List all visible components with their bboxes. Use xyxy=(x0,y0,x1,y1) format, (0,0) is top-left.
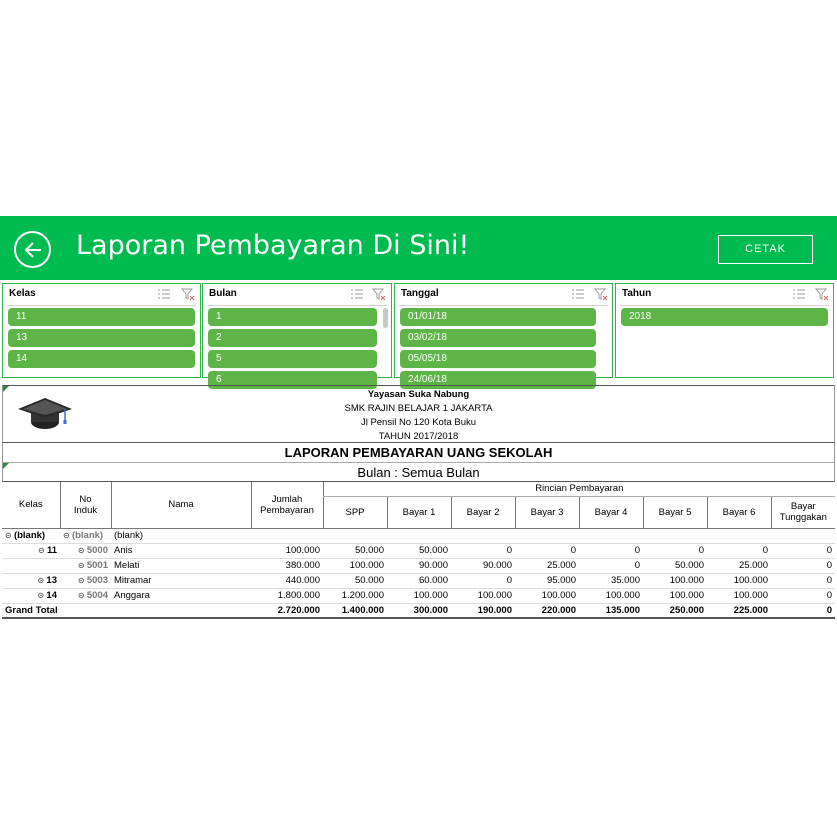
slicer-title: Tanggal xyxy=(401,288,439,299)
col-tunggakan-line2: Tunggakan xyxy=(779,512,827,523)
cell xyxy=(60,603,111,618)
multi-select-icon[interactable] xyxy=(157,288,171,300)
col-no-induk-line2: Induk xyxy=(73,504,98,516)
slicer-tanggal xyxy=(394,283,613,385)
header-bar xyxy=(0,216,837,280)
payment-report xyxy=(2,385,835,619)
cell-b2: 100.000 xyxy=(451,588,515,603)
cell-b6 xyxy=(707,528,771,543)
print-button[interactable]: CETAK xyxy=(718,235,813,264)
cell-b1: 100.000 xyxy=(387,588,451,603)
cell-jumlah: 1.800.000 xyxy=(251,588,323,603)
slicer-item[interactable]: 1 xyxy=(208,308,377,326)
collapse-icon[interactable]: ⊝ xyxy=(37,576,47,585)
cell-b5: 100.000 xyxy=(643,573,707,588)
school-year: TAHUN 2017/2018 xyxy=(378,431,459,442)
clear-filter-icon[interactable] xyxy=(181,288,195,300)
total-bayar1: 300.000 xyxy=(387,603,451,618)
collapse-icon[interactable]: ⊝ xyxy=(37,591,47,600)
col-no-induk-line1: No xyxy=(79,493,92,505)
report-title: LAPORAN PEMBAYARAN UANG SEKOLAH xyxy=(2,442,835,462)
cell-tung: 0 xyxy=(771,588,835,603)
slicer-items xyxy=(8,308,195,375)
cell-b4: 100.000 xyxy=(579,588,643,603)
no-induk-value: 5001 xyxy=(86,560,108,571)
school-address: Jl Pensil No 120 Kota Buku xyxy=(360,417,477,428)
cell-kelas xyxy=(2,543,60,558)
cell xyxy=(111,603,251,618)
cell-spp: 50.000 xyxy=(323,573,387,588)
cell-no-induk xyxy=(60,558,111,573)
pivot-table xyxy=(2,482,835,619)
cell-b1: 90.000 xyxy=(387,558,451,573)
cell-b2: 0 xyxy=(451,543,515,558)
cell-b6: 25.000 xyxy=(707,558,771,573)
cell-b5: 0 xyxy=(643,543,707,558)
collapse-icon[interactable]: ⊝ xyxy=(38,546,47,555)
col-bayar1: Bayar 1 xyxy=(387,496,451,528)
col-bayar4: Bayar 4 xyxy=(579,496,643,528)
cell-nama: Anis xyxy=(111,543,251,558)
slicer-item[interactable]: 13 xyxy=(8,329,195,347)
collapse-icon[interactable]: ⊝ xyxy=(77,546,87,555)
multi-select-icon[interactable] xyxy=(350,288,364,300)
cell-b4 xyxy=(579,528,643,543)
arrow-left-icon xyxy=(23,240,43,260)
slicer-item[interactable]: 5 xyxy=(208,350,377,368)
slicer-item[interactable]: 05/05/18 xyxy=(400,350,596,368)
kelas-value: 13 xyxy=(46,575,57,586)
col-jumlah xyxy=(251,482,323,528)
multi-select-icon[interactable] xyxy=(571,288,585,300)
clear-filter-icon[interactable] xyxy=(372,288,386,300)
slicer-item[interactable]: 01/01/18 xyxy=(400,308,596,326)
cell-b6: 100.000 xyxy=(707,588,771,603)
cell-b6: 100.000 xyxy=(707,573,771,588)
cell-b6: 0 xyxy=(707,543,771,558)
cell-b5: 50.000 xyxy=(643,558,707,573)
slicer-item[interactable]: 03/02/18 xyxy=(400,329,596,347)
col-bayar2: Bayar 2 xyxy=(451,496,515,528)
col-jumlah-line2: Pembayaran xyxy=(260,504,314,516)
cell-nama: Anggara xyxy=(111,588,251,603)
kelas-value: 14 xyxy=(46,590,57,601)
col-tunggakan-line1: Bayar xyxy=(790,501,816,512)
slicer-items xyxy=(208,308,377,385)
cell-b2: 0 xyxy=(451,573,515,588)
cell-b1 xyxy=(387,528,451,543)
org-name: Yayasan Suka Nabung xyxy=(367,389,470,400)
slicer-title: Bulan xyxy=(209,288,237,299)
cell-b1: 60.000 xyxy=(387,573,451,588)
col-spp: SPP xyxy=(323,496,387,528)
slicer-item[interactable]: 11 xyxy=(8,308,195,326)
table-row xyxy=(2,528,835,543)
cell-b3: 100.000 xyxy=(515,588,579,603)
slicer-title: Kelas xyxy=(9,288,36,299)
cell-b3: 95.000 xyxy=(515,573,579,588)
cell-jumlah: 100.000 xyxy=(251,543,323,558)
col-bayar5: Bayar 5 xyxy=(643,496,707,528)
clear-filter-icon[interactable] xyxy=(594,288,608,300)
cell-b5 xyxy=(643,528,707,543)
col-nama: Nama xyxy=(111,482,251,528)
cell-b4: 35.000 xyxy=(579,573,643,588)
cell-b4: 0 xyxy=(579,558,643,573)
col-bayar3: Bayar 3 xyxy=(515,496,579,528)
kelas-value: 11 xyxy=(46,545,57,556)
slicer-items xyxy=(621,308,828,375)
kelas-value: (blank) xyxy=(13,530,46,541)
cell-tung: 0 xyxy=(771,573,835,588)
col-no-induk xyxy=(60,482,111,528)
school-name: SMK RAJIN BELAJAR 1 JAKARTA xyxy=(344,403,493,414)
cell-jumlah xyxy=(251,528,323,543)
multi-select-icon[interactable] xyxy=(792,288,806,300)
total-bayar6: 225.000 xyxy=(707,603,771,618)
total-label: Grand Total xyxy=(2,603,60,618)
cell-b4: 0 xyxy=(579,543,643,558)
cell-kelas xyxy=(2,528,60,543)
collapse-icon[interactable]: ⊝ xyxy=(77,561,87,570)
slicer-item[interactable]: 2 xyxy=(208,329,377,347)
slicer-item[interactable]: 14 xyxy=(8,350,195,368)
cell-nama: Mitramar xyxy=(111,573,251,588)
cell-b5: 100.000 xyxy=(643,588,707,603)
col-kelas: Kelas xyxy=(2,482,60,528)
table-row xyxy=(2,558,835,573)
cell-nama: Melati xyxy=(111,558,251,573)
cell-tung: 0 xyxy=(771,543,835,558)
corner-marker xyxy=(3,463,9,469)
total-bayar2: 190.000 xyxy=(451,603,515,618)
grand-total-row xyxy=(2,603,835,618)
table-row xyxy=(2,543,835,558)
total-bayar4: 135.000 xyxy=(579,603,643,618)
collapse-icon[interactable]: ⊝ xyxy=(5,531,14,540)
collapse-icon[interactable]: ⊝ xyxy=(77,576,87,585)
cell-kelas xyxy=(2,588,60,603)
report-letterhead xyxy=(2,385,835,442)
slicer-kelas xyxy=(2,283,201,378)
no-induk-value: (blank) xyxy=(71,530,104,541)
report-subtitle-text: Bulan : Semua Bulan xyxy=(357,465,480,480)
slicer-tahun xyxy=(615,283,834,378)
total-jumlah: 2.720.000 xyxy=(251,603,323,618)
col-rincian: Rincian Pembayaran xyxy=(323,482,835,496)
cell-tung xyxy=(771,528,835,543)
slicer-item[interactable]: 6 xyxy=(208,371,377,389)
back-button[interactable] xyxy=(14,231,51,268)
total-bayar3: 220.000 xyxy=(515,603,579,618)
slicer-items xyxy=(400,308,596,385)
cell-nama: (blank) xyxy=(111,528,251,543)
slicer-item[interactable]: 2018 xyxy=(621,308,828,326)
cell-b1: 50.000 xyxy=(387,543,451,558)
cell-no-induk xyxy=(60,573,111,588)
table-row xyxy=(2,588,835,603)
cell-spp xyxy=(323,528,387,543)
total-spp: 1.400.000 xyxy=(323,603,387,618)
col-tunggakan xyxy=(771,496,835,528)
slicer-title: Tahun xyxy=(622,288,652,299)
cell-b2 xyxy=(451,528,515,543)
cell-b3: 25.000 xyxy=(515,558,579,573)
cell-b3: 0 xyxy=(515,543,579,558)
total-tunggakan: 0 xyxy=(771,603,835,618)
clear-filter-icon[interactable] xyxy=(815,288,829,300)
col-bayar6: Bayar 6 xyxy=(707,496,771,528)
no-induk-value: 5003 xyxy=(86,575,108,586)
cell-b2: 90.000 xyxy=(451,558,515,573)
cell-kelas xyxy=(2,558,60,573)
page-title: Laporan Pembayaran Di Sini! xyxy=(76,230,470,261)
cell-spp: 100.000 xyxy=(323,558,387,573)
cell-tung: 0 xyxy=(771,558,835,573)
scrollbar[interactable] xyxy=(383,308,388,328)
table-row xyxy=(2,573,835,588)
cell-b3 xyxy=(515,528,579,543)
cell-spp: 1.200.000 xyxy=(323,588,387,603)
cell-kelas xyxy=(2,573,60,588)
report-subtitle xyxy=(2,462,835,482)
collapse-icon[interactable]: ⊝ xyxy=(63,531,72,540)
cell-jumlah: 440.000 xyxy=(251,573,323,588)
cell-spp: 50.000 xyxy=(323,543,387,558)
no-induk-value: 5000 xyxy=(86,545,108,556)
cell-jumlah: 380.000 xyxy=(251,558,323,573)
slicer-item[interactable]: 24/06/18 xyxy=(400,371,596,389)
col-jumlah-line1: Jumlah xyxy=(271,493,303,505)
collapse-icon[interactable]: ⊝ xyxy=(77,591,87,600)
cell-no-induk xyxy=(60,528,111,543)
cell-no-induk xyxy=(60,588,111,603)
no-induk-value: 5004 xyxy=(86,590,108,601)
cell-no-induk xyxy=(60,543,111,558)
total-bayar5: 250.000 xyxy=(643,603,707,618)
slicer-bulan xyxy=(202,283,392,385)
